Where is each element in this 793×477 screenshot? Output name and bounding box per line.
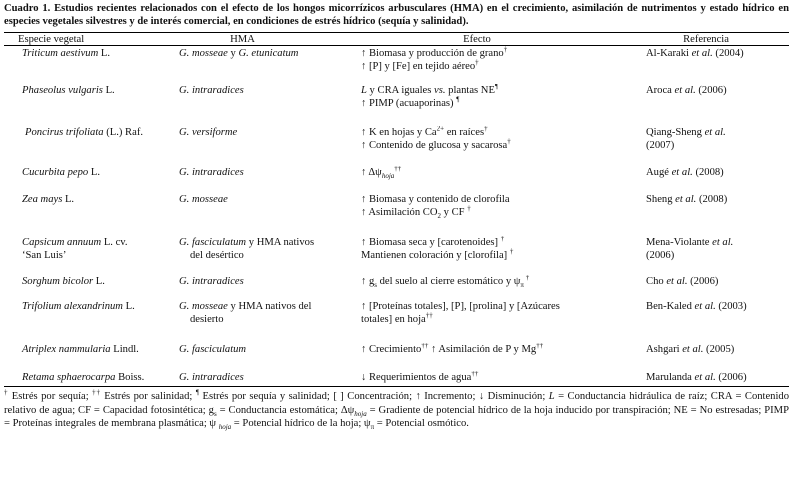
header-hma: HMA (154, 33, 331, 46)
effect-cell: ↑ Biomasa y producción de grano† ↑ [P] y [Fe] en tejido aéreo† (361, 45, 508, 73)
species-cell: Triticum aestivum L. (22, 48, 110, 60)
hma-cell: G. mosseae y G. etunicatum (179, 48, 299, 60)
species-cell: Trifolium alexandrinum L. (22, 300, 135, 312)
reference-cell: Mena-Violante et al. (2006) (646, 236, 734, 261)
species-cell: Cucurbita pepo L. (22, 166, 100, 178)
species-cell: Atriplex nammularia Lindl. (22, 343, 139, 355)
species-cell: Capsicum annuum L. cv. ‘San Luis’ (22, 236, 128, 261)
table-row (4, 193, 789, 236)
effect-cell: ↑ Biomasa seca y [carotenoides] † Mantienen coloración y [clorofila] † (361, 235, 514, 261)
effect-cell: ↑ $g_s$ del suelo al cierre estomático y $\psi_\pi$ † (361, 274, 530, 289)
reference-cell: Augé et al. (2008) (646, 166, 724, 178)
reference-cell: Cho et al. (2006) (646, 275, 719, 287)
species-cell: Poncirus trifoliata (L.) Raf. (25, 126, 143, 138)
hma-cell: G. intraradices (154, 371, 331, 387)
species-cell: Phaseolus vulgaris L. (22, 84, 115, 96)
species-cell: Sorghum bicolor L. (22, 275, 105, 287)
reference-cell: Ashgari et al. (2005) (646, 343, 735, 355)
header-reference: Referencia (623, 33, 789, 46)
table-row (4, 343, 789, 371)
table-row (4, 236, 789, 275)
document-page (4, 3, 789, 430)
header-species: Especie vegetal (4, 33, 154, 46)
effect-cell: ↑ Biomasa y contenido de clorofila ↑ Asimilación $CO_2$ y CF † (361, 193, 510, 220)
effect-cell: L y CRA iguales vs. plantas NE¶ ↑ PIMP (acuaporinas) ¶ (361, 83, 499, 109)
hma-cell: G. mosseae y HMA nativos del desierto (179, 300, 312, 325)
species-cell: Retama sphaerocarpa Boiss. (4, 371, 154, 387)
table-row (4, 300, 789, 343)
table-row (4, 84, 789, 126)
reference-cell: Sheng et al. (2008) (646, 193, 728, 205)
table-row (4, 46, 789, 84)
table-footnote: † Estrés por sequía; †† Estrés por salinidad; ¶ Estrés por sequía y salinidad; [ ] Concentración; ↑ Incremento; ↓ Disminución; L = Conductancia hidráulica de raíz; CRA = Contenido relativo de agua; CF = Capacidad fotosintética; $g_s$ = Conductancia estomática; $\Delta\psi_{hoja}$ = Gradiente de potencial hídrico de la hoja inducido por transpiración; NE = No estresadas; PIMP = Proteínas integrales de membrana plasmática; ψ $_{hoja}$ = Potencial hídrico de la hoja; $\psi_\pi$ = Potencial osmótico. (4, 388, 790, 432)
table-row (4, 166, 789, 193)
data-table (4, 32, 789, 387)
effect-cell: ↑ [Proteínas totales], [P], [prolina] y [Azúcares totales] en hoja†† (361, 300, 560, 325)
hma-cell: G. versiforme (179, 126, 238, 138)
hma-cell: G. mosseae (179, 193, 228, 205)
table-row (4, 275, 789, 300)
table-header-row (4, 33, 789, 46)
hma-cell: G. fasciculatum (179, 343, 247, 355)
header-effect: Efecto (331, 33, 623, 46)
reference-cell: Ben-Kaled et al. (2003) (646, 300, 747, 312)
hma-cell: G. fasciculatum y HMA nativos del desértico (179, 236, 315, 261)
hma-cell: G. intraradices (179, 166, 244, 178)
table-caption: Cuadro 1. Estudios recientes relacionados con el efecto de los hongos micorrízicos arbusculares (HMA) en el crecimiento, asimilación de nutrimentos y estado hídrico en especies vegetales silvestres y de interés comercial, en condiciones de estrés hídrico (sequía y salinidad). (4, 3, 789, 27)
effect-cell: ↑ $\Delta\psi_{hoja}^{\dagger\dagger}$ (361, 165, 402, 180)
effect-cell: ↓ Requerimientos de agua†† (331, 371, 623, 387)
species-cell: Zea mays L. (22, 193, 75, 205)
hma-cell: G. intraradices (179, 84, 244, 96)
effect-cell: ↑ Crecimiento†† ↑ Asimilación de P y Mg†† (361, 342, 544, 355)
table-row (4, 126, 789, 166)
hma-cell: G. intraradices (179, 275, 244, 287)
table-row (4, 371, 789, 387)
reference-cell: Qiang-Sheng et al. (2007) (646, 126, 726, 151)
effect-cell: ↑ K en hojas y $Ca^{2+}$ en raíces† ↑ Contenido de glucosa y sacarosa† (361, 125, 511, 151)
reference-cell: Marulanda et al. (2006) (623, 371, 789, 387)
reference-cell: Aroca et al. (2006) (646, 84, 727, 96)
reference-cell: Al-Karaki et al. (2004) (646, 48, 744, 60)
